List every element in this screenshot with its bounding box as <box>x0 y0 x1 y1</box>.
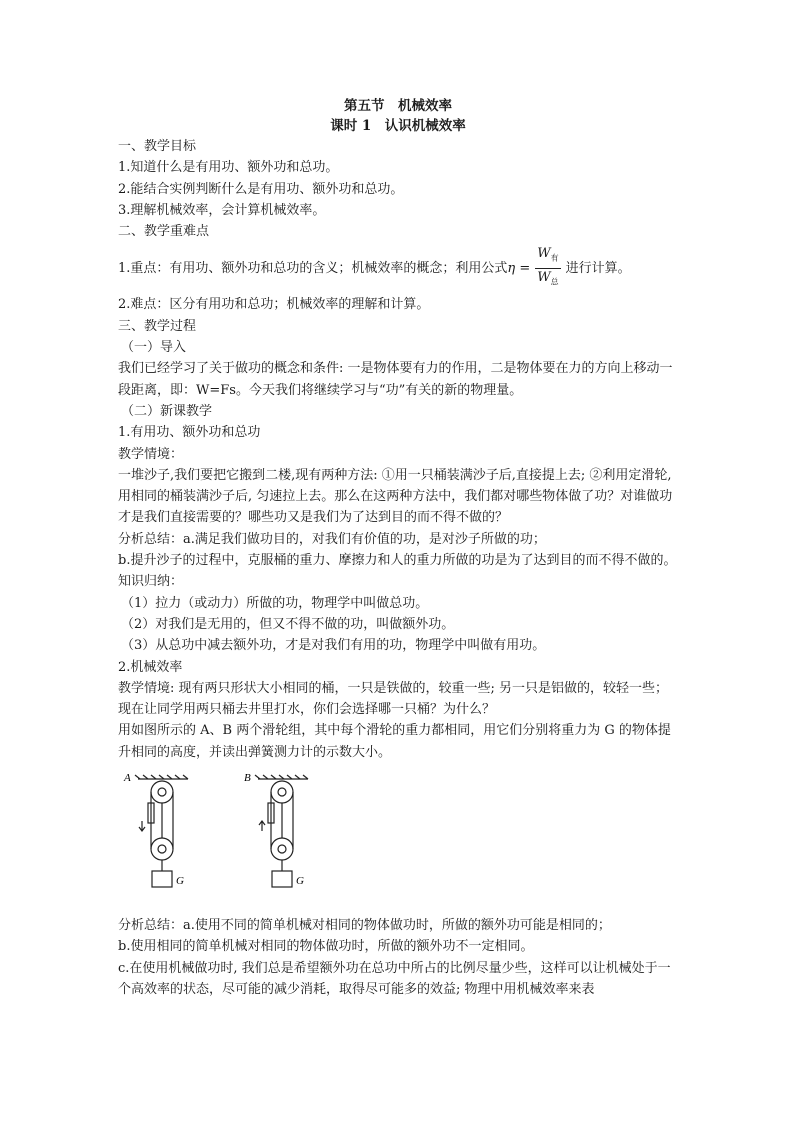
label-g-b: G <box>296 875 304 888</box>
analysis-2b: b.使用相同的简单机械对相同的物体做功时，所做的额外功不一定相同。 <box>118 939 534 955</box>
label-a: A <box>124 772 131 785</box>
goals-heading: 一、教学目标 <box>118 139 197 154</box>
formula-numerator: $W_有$ <box>537 246 559 263</box>
subsection-1-heading: 1.有用功、额外功和总功 <box>118 425 261 441</box>
scenario-text: 一堆沙子,我们要把它搬到二楼,现有两种方法: ①用一只桶装满沙子后,直接提上去; ②利用定滑轮, 用相同的桶装满沙子后, 匀速拉上去。那么在这两种方法中，我们都对哪些物体做了功？对谁做功才是我们直接需要的？哪些功又是我们为了达到目的而不得不做的？ <box>118 467 673 526</box>
pulley-figure <box>118 769 678 905</box>
goal-item: 2.能结合实例判断什么是有用功、额外功和总功。 <box>118 181 404 197</box>
analysis-b: b.提升沙子的过程中，克服桶的重力、摩擦力和人的重力所做的功是为了达到目的而不得不做的。 <box>118 553 677 569</box>
goal-item: 1.知道什么是有用功、额外功和总功。 <box>118 160 339 176</box>
new-lesson-heading: （二）新课教学 <box>121 403 213 419</box>
fraction-bar <box>535 268 561 269</box>
summary-item: （2）对我们是无用的，但又不得不做的功，叫做额外功。 <box>121 616 455 632</box>
key-point-2: 2.难点：区分有用功和总功；机械效率的理解和计算。 <box>118 297 430 313</box>
section-title: 第五节 机械效率 <box>344 98 452 114</box>
formula-eta: η = <box>507 260 531 276</box>
formula-denominator: $W_总$ <box>537 269 559 287</box>
scenario-label: 教学情境： <box>118 446 184 462</box>
label-b: B <box>244 772 251 785</box>
intro-heading: （一）导入 <box>121 340 187 356</box>
scenario-2-text-b: 用如图所示的 A、B 两个滑轮组，其中每个滑轮的重力都相同，用它们分别将重力为 G 的物体提升相同的高度，并读出弹簧测力计的示数大小。 <box>118 723 671 760</box>
key-point-1 <box>118 242 678 294</box>
lesson-title: 课时 1 认识机械效率 <box>330 118 466 134</box>
efficiency-formula <box>534 246 561 290</box>
analysis-a: 分析总结：a.满足我们做功目的，对我们有价值的功，是对沙子所做的功； <box>118 531 546 547</box>
subsection-2-heading: 2.机械效率 <box>118 659 183 675</box>
summary-item: （3）从总功中减去额外功，才是对我们有用的功，物理学中叫做有用功。 <box>121 638 546 654</box>
goal-item: 3.理解机械效率，会计算机械效率。 <box>118 202 326 218</box>
document-page <box>118 96 678 1000</box>
process-heading: 三、教学过程 <box>118 318 197 334</box>
label-g-a: G <box>176 875 184 888</box>
scenario-2-text: 教学情境: 现有两只形状大小相同的桶，一只是铁做的，较重一些; 另一只是铝做的，较轻一些；现在让同学用两只桶去井里打水，你们会选择哪一只桶？为什么？ <box>118 680 669 718</box>
key-point-1-tail: 进行计算。 <box>565 260 631 276</box>
analysis-2c: c.在使用机械做功时, 我们总是希望额外功在总功中所占的比例尽量少些，这样可以让机械处于一个高效率的状态，尽可能的减少消耗，取得尽可能多的效益; 物理中用机械效率来表 <box>118 960 671 997</box>
key-point-1-text: 1.重点：有用功、额外功和总功的含义；机械效率的概念；利用公式 <box>118 260 508 276</box>
summary-label: 知识归纳： <box>118 574 184 590</box>
key-points-heading: 二、教学重难点 <box>118 224 210 240</box>
intro-text: 我们已经学习了关于做功的概念和条件: 一是物体要有力的作用，二是物体要在力的方向上移动一段距离，即：W=Fs。今天我们将继续学习与“功”有关的新的物理量。 <box>118 361 673 398</box>
analysis-2a: 分析总结：a.使用不同的简单机械对相同的物体做功时，所做的额外功可能是相同的； <box>118 918 611 934</box>
summary-item: （1）拉力（或动力）所做的功，物理学中叫做总功。 <box>121 595 429 611</box>
pulley-diagram <box>118 769 318 905</box>
